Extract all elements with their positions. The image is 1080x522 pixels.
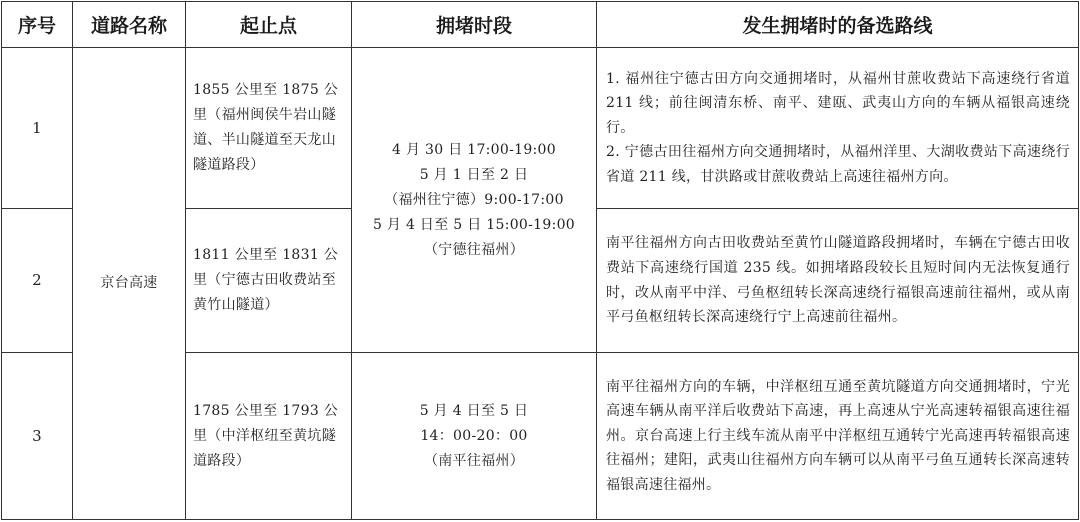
period-line: 5 月 4 日至 5 日 15:00-19:00 (372, 216, 576, 233)
alternative-route-item: 2. 宁德古田往福州方向交通拥堵时，从福州洋里、大湖收费站下高速绕行省道 211 线，甘洪路或甘蔗收费站上高速往福州方向。 (606, 144, 1070, 185)
congestion-route-table (1, 1, 1079, 520)
period-line: 14：00-20：00 (420, 427, 528, 444)
alternative-route-item: 1. 福州往宁德古田方向交通拥堵时，从福州甘蔗收费站下高速绕行省道 211 线；前往闽清东桥、南平、建瓯、武夷山方向的车辆从福银高速绕行。 (606, 70, 1070, 136)
period-cell (352, 48, 597, 353)
row-seq: 1 (2, 48, 73, 209)
period-line: 5 月 4 日至 5 日 (419, 402, 529, 419)
alternative-route-cell (597, 48, 1079, 209)
road-name-cell: 京台高速 (73, 48, 186, 520)
period-line: （福州往宁德）9:00-17:00 (384, 191, 564, 208)
alternative-route-cell: 南平往福州方向古田收费站至黄竹山隧道路段拥堵时，车辆在宁德古田收费站下高速绕行国道 235 线。如拥堵路段较长且短时间内无法恢复通行时，改从南平中洋、弓鱼枢纽转长深高速绕行福银高速前往福州，或从南平弓鱼枢纽转长深高速绕行宁上高速前往福州。 (597, 209, 1079, 353)
header-row (2, 2, 1079, 48)
alternative-route-cell: 南平往福州方向的车辆，中洋枢纽互通至黄坑隧道方向交通拥堵时，宁光高速车辆从南平洋后收费站下高速，再上高速从宁光高速转福银高速往福州。京台高速上行主线车流从南平中洋枢纽互通转宁光高速再转福银高速往福州；建阳，武夷山往福州方向车辆可以从南平弓鱼互通转长深高速转福银高速往福州。 (597, 353, 1079, 520)
period-line: 5 月 1 日至 2 日 (419, 166, 529, 183)
section-cell: 1811 公里至 1831 公里（宁德古田收费站至黄竹山隧道） (186, 209, 352, 353)
header-period: 拥堵时段 (352, 2, 597, 48)
header-section: 起止点 (186, 2, 352, 48)
period-line: （南平往福州） (423, 452, 525, 469)
period-cell (352, 353, 597, 520)
section-cell: 1785 公里至 1793 公里（中洋枢纽至黄坑隧道路段） (186, 353, 352, 520)
period-line: 4 月 30 日 17:00-19:00 (392, 141, 556, 158)
period-line: （宁德往福州） (423, 241, 525, 258)
row-seq: 2 (2, 209, 73, 353)
section-cell: 1855 公里至 1875 公里（福州闽侯牛岩山隧道、半山隧道至天龙山隧道路段） (186, 48, 352, 209)
row-seq: 3 (2, 353, 73, 520)
header-road-name: 道路名称 (73, 2, 186, 48)
header-alternative-route: 发生拥堵时的备选路线 (597, 2, 1079, 48)
header-seq: 序号 (2, 2, 73, 48)
table-row (2, 48, 1079, 209)
